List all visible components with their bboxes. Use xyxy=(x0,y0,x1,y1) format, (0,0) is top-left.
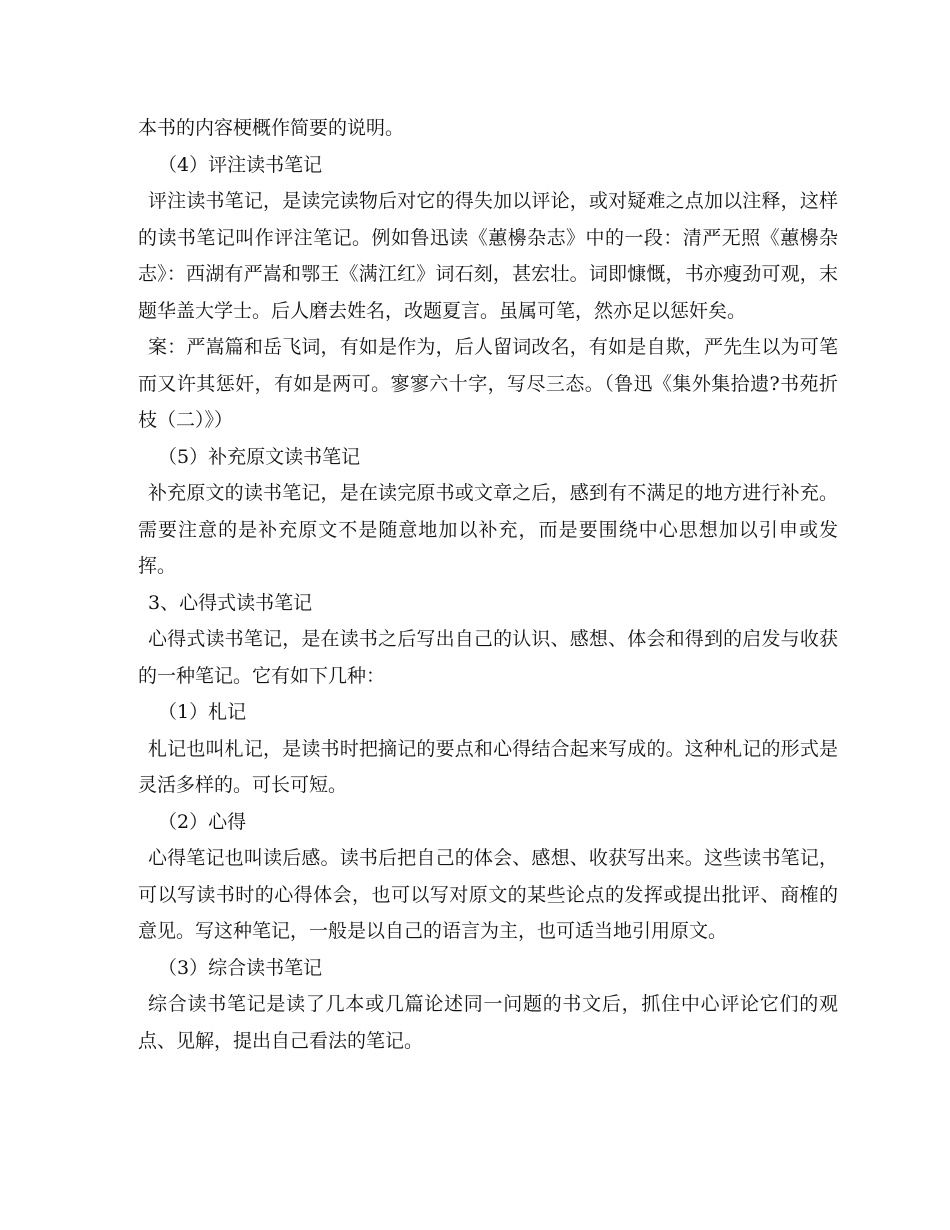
heading-annotation-notes: （4）评注读书笔记 xyxy=(158,153,323,176)
document-page xyxy=(138,110,838,1059)
heading-zhaji: （1）札记 xyxy=(158,701,247,723)
paragraph-intro-tail: 本书的内容梗概作简要的说明。 xyxy=(138,117,405,139)
paragraph-annotation-case: 案：严嵩篇和岳飞词，有如是作为，后人留词改名，有如是自欺，严先生以为可笔而又许其惩奸，有如是两可。寥寥六十字，写尽三态。（鲁迅《集外集拾遗?书苑折枝（二）》） xyxy=(138,336,838,431)
heading-supplement-notes: （5）补充原文读书笔记 xyxy=(158,445,361,468)
heading-xinde: （2）心得 xyxy=(158,810,247,833)
heading-reflection-notes: 3、心得式读书笔记 xyxy=(148,591,313,614)
paragraph-comprehensive-notes: 综合读书笔记是读了几本或几篇论述同一问题的书文后，抓住中心评论它们的观点、见解，提出自己看法的笔记。 xyxy=(138,993,838,1052)
paragraph-zhaji: 札记也叫札记，是读书时把摘记的要点和心得结合起来写成的。这种札记的形式是灵活多样的。可长可短。 xyxy=(138,737,838,796)
paragraph-reflection-notes: 心得式读书笔记，是在读书之后写出自己的认识、感想、体会和得到的启发与收获的一种笔记。它有如下几种： xyxy=(138,628,838,687)
paragraph-annotation-notes: 评注读书笔记，是读完读物后对它的得失加以评论，或对疑难之点加以注释，这样的读书笔记叫作评注笔记。例如鲁迅读《蕙櫋杂志》中的一段：清严无照《蕙櫋杂志》：西湖有严嵩和鄂王《满江红》词石刻，甚宏壮。词即慷慨，书亦瘦劲可观，末题华盖大学士。后人磨去姓名，改题夏言。虽属可笔，然亦足以惩奸矣。 xyxy=(138,190,838,322)
paragraph-supplement-notes: 补充原文的读书笔记，是在读完原书或文章之后，感到有不满足的地方进行补充。需要注意的是补充原文不是随意地加以补充，而是要围绕中心思想加以引申或发挥。 xyxy=(138,482,838,577)
heading-comprehensive-notes: （3）综合读书笔记 xyxy=(158,956,323,979)
paragraph-xinde: 心得笔记也叫读后感。读书后把自己的体会、感想、收获写出来。这些读书笔记，可以写读书时的心得体会，也可以写对原文的某些论点的发挥或提出批评、商榷的意见。写这种笔记，一般是以自己的语言为主，也可适当地引用原文。 xyxy=(138,847,838,942)
